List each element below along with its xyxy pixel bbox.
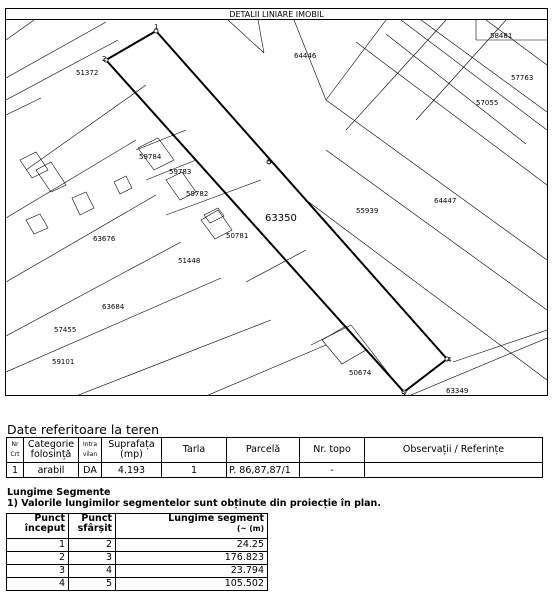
header-length-label: Lungime segment	[168, 513, 264, 524]
cell-nr-topo: -	[300, 463, 365, 478]
neighbor-label: 59782	[186, 190, 209, 198]
vertex-5-label: 5	[267, 158, 272, 166]
table-row	[7, 539, 268, 552]
cell-category: arabil	[24, 463, 79, 478]
neighbor-label: 51372	[76, 69, 99, 77]
vertex-3-label: 3	[401, 390, 406, 396]
cell-start: 2	[7, 552, 69, 565]
segments-title: Lungime Segmente	[7, 487, 111, 498]
neighbor-label: 58481	[490, 32, 513, 40]
cell-start: 3	[7, 565, 69, 578]
header-tarla: Tarla	[162, 438, 227, 463]
header-nr-topo: Nr. topo	[300, 438, 365, 463]
header-length-unit: (~ (m)	[237, 524, 264, 533]
neighbor-label: 57455	[54, 326, 77, 334]
vertex-4-label: 4	[447, 356, 452, 364]
neighbor-label: 50674	[349, 369, 372, 377]
header-observations: Observații / Referințe	[365, 438, 543, 463]
cell-length: 23.794	[116, 565, 268, 578]
cell-intravilan: DA	[79, 463, 102, 478]
table-row	[7, 463, 543, 478]
terrain-header-row	[7, 438, 543, 463]
table-row	[7, 578, 268, 591]
terrain-table	[6, 437, 543, 478]
main-parcel-outline	[106, 31, 447, 392]
cell-start: 4	[7, 578, 69, 591]
cell-parcela: P. 86,87,87/1	[227, 463, 300, 478]
neighbor-label: 50781	[226, 232, 249, 240]
table-row	[7, 565, 268, 578]
vertex-2-label: 2	[102, 55, 107, 63]
header-area: Suprafața (mp)	[102, 438, 162, 463]
cell-tarla: 1	[162, 463, 227, 478]
neighbor-label: 63684	[102, 303, 125, 311]
header-category: Categorie folosință	[24, 438, 79, 463]
header-nr: Nr Crt	[7, 438, 24, 463]
segments-section	[7, 487, 381, 509]
cell-length: 24.25	[116, 539, 268, 552]
neighbor-label: 57055	[476, 99, 499, 107]
neighbor-label: 64446	[294, 52, 317, 60]
segments-header-row	[7, 514, 268, 539]
cell-nr: 1	[7, 463, 24, 478]
terrain-section-title: Date referitoare la teren	[7, 422, 160, 437]
segments-table	[6, 513, 268, 591]
neighbor-label: 59783	[169, 168, 192, 176]
cell-end: 3	[69, 552, 116, 565]
neighbor-label: 64447	[434, 197, 457, 205]
neighbor-label: 59101	[52, 358, 75, 366]
cell-end: 4	[69, 565, 116, 578]
cadastral-map	[6, 20, 547, 396]
neighbor-label: 51448	[178, 257, 201, 265]
cell-area: 4.193	[102, 463, 162, 478]
segments-note: 1) Valorile lungimilor segmentelor sunt obținute din proiecție în plan.	[7, 498, 381, 509]
neighbor-label: 59784	[139, 153, 162, 161]
header-intravilan: Intra vilan	[79, 438, 102, 463]
neighbor-label: 55939	[356, 207, 379, 215]
cell-end: 5	[69, 578, 116, 591]
cell-observations	[365, 463, 543, 478]
neighbor-label: 63676	[93, 235, 116, 243]
cell-start: 1	[7, 539, 69, 552]
cell-end: 2	[69, 539, 116, 552]
parcel-number-label: 63350	[265, 213, 297, 224]
header-start-point: Punct început	[7, 514, 69, 539]
parcel-vertices	[102, 23, 452, 396]
table-row	[7, 552, 268, 565]
neighbor-label: 57763	[511, 74, 534, 82]
header-segment-length	[116, 514, 268, 539]
vertex-1-label: 1	[154, 23, 159, 31]
cell-length: 176.823	[116, 552, 268, 565]
cell-length: 105.502	[116, 578, 268, 591]
header-end-point: Punct sfârșit	[69, 514, 116, 539]
neighbor-label: 63349	[446, 387, 469, 395]
map-title: DETALII LINIARE IMOBIL	[6, 9, 547, 20]
header-parcela: Parcelă	[227, 438, 300, 463]
cadastral-map-frame	[5, 8, 548, 396]
